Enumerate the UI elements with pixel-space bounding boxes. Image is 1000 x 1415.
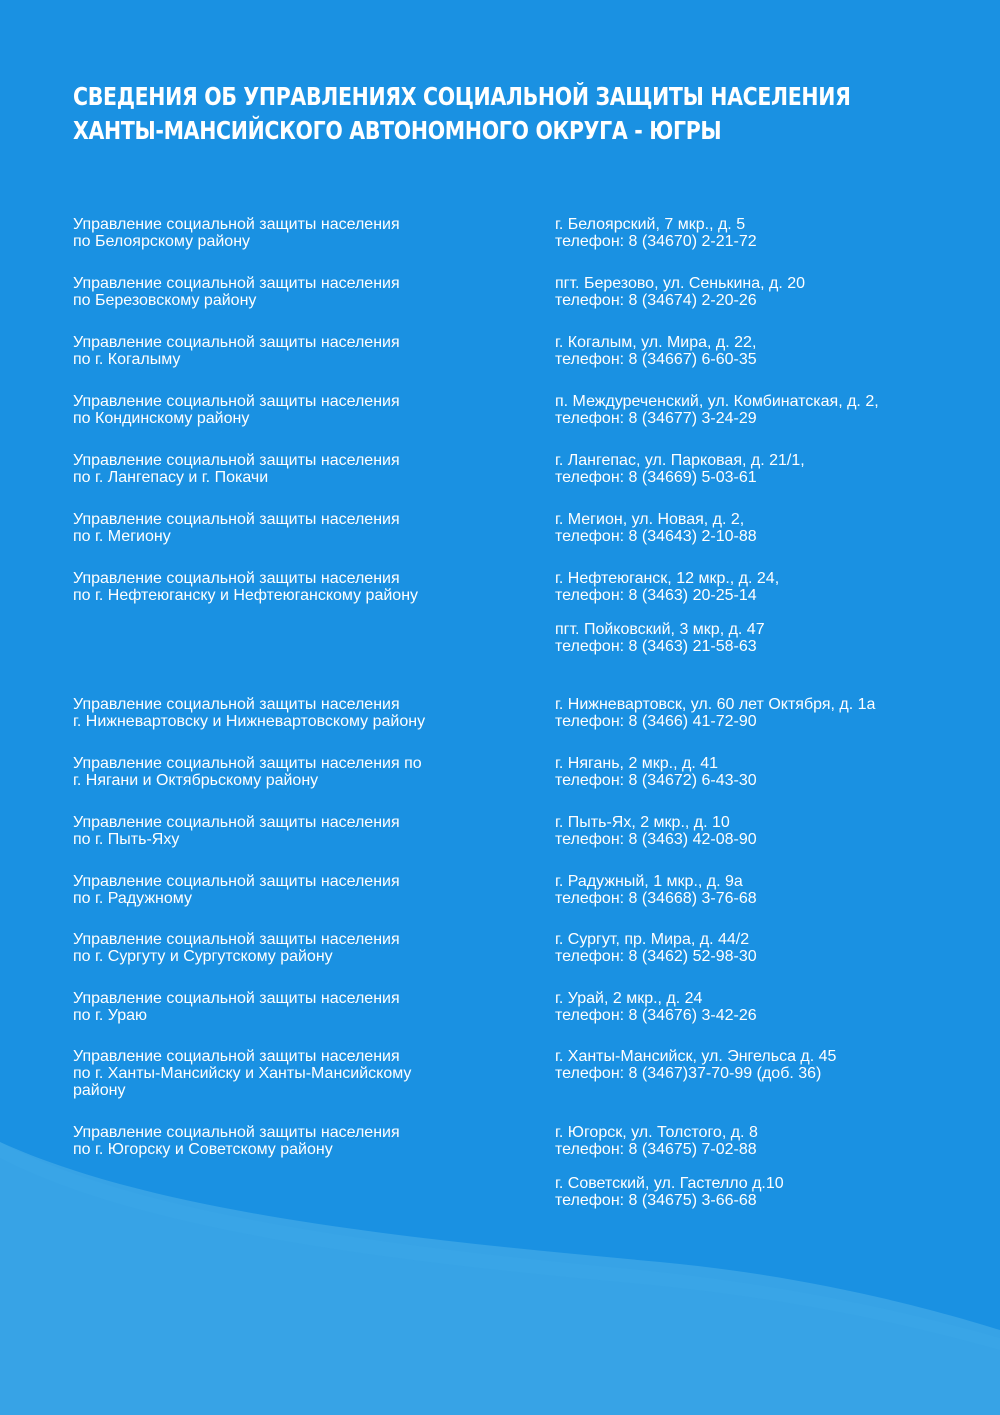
office-name bbox=[73, 570, 503, 604]
phone-line: телефон: 8 (3463) 42-08-90 bbox=[555, 831, 757, 848]
phone-line: телефон: 8 (3466) 41-72-90 bbox=[555, 713, 757, 730]
phone-line: телефон: 8 (3463) 20-25-14 bbox=[555, 587, 757, 604]
office-name-line: по г. Нефтеюганску и Нефтеюганскому району bbox=[73, 587, 419, 604]
address-line: г. Мегион, ул. Новая, д. 2, bbox=[555, 511, 745, 528]
office-contacts bbox=[555, 873, 995, 907]
office-contacts bbox=[555, 334, 995, 368]
office-name-line: по Березовскому району bbox=[73, 292, 257, 309]
office-name-line: по г. Радужному bbox=[73, 890, 192, 907]
office-contacts bbox=[555, 393, 995, 427]
address-block bbox=[555, 1175, 995, 1209]
office-name-line: по г. Когалыму bbox=[73, 351, 181, 368]
office-contacts bbox=[555, 216, 995, 250]
office-name-line: району bbox=[73, 1082, 126, 1099]
phone-line: телефон: 8 (34672) 6-43-30 bbox=[555, 772, 757, 789]
office-contacts bbox=[555, 755, 995, 789]
office-name-line: Управление социальной защиты населения bbox=[73, 1124, 400, 1141]
address-line: г. Советский, ул. Гастелло д.10 bbox=[555, 1175, 784, 1192]
address-line: г. Урай, 2 мкр., д. 24 bbox=[555, 990, 703, 1007]
address-line: г. Лангепас, ул. Парковая, д. 21/1, bbox=[555, 452, 805, 469]
office-name-line: Управление социальной защиты населения bbox=[73, 696, 400, 713]
address-block bbox=[555, 696, 995, 730]
phone-line: телефон: 8 (34668) 3-76-68 bbox=[555, 890, 757, 907]
office-name bbox=[73, 334, 503, 368]
phone-line: телефон: 8 (3467)37-70-99 (доб. 36) bbox=[555, 1065, 822, 1082]
office-name bbox=[73, 1124, 503, 1158]
office-name bbox=[73, 931, 503, 965]
office-contacts bbox=[555, 931, 995, 965]
office-name-line: Управление социальной защиты населения bbox=[73, 393, 400, 410]
office-contacts bbox=[555, 814, 995, 848]
office-name-line: по г. Ураю bbox=[73, 1007, 148, 1024]
address-line: г. Нижневартовск, ул. 60 лет Октября, д. 1а bbox=[555, 696, 876, 713]
office-contacts bbox=[555, 1124, 995, 1209]
phone-line: телефон: 8 (34667) 6-60-35 bbox=[555, 351, 757, 368]
office-name-line: по г. Югорску и Советскому району bbox=[73, 1141, 333, 1158]
office-name-line: по г. Пыть-Яху bbox=[73, 831, 180, 848]
address-line: г. Сургут, пр. Мира, д. 44/2 bbox=[555, 931, 750, 948]
office-name bbox=[73, 511, 503, 545]
office-name bbox=[73, 755, 503, 789]
address-block bbox=[555, 452, 995, 486]
office-contacts bbox=[555, 990, 995, 1024]
office-name-line: Управление социальной защиты населения bbox=[73, 216, 400, 233]
phone-line: телефон: 8 (3463) 21-58-63 bbox=[555, 638, 757, 655]
office-name bbox=[73, 814, 503, 848]
address-block bbox=[555, 814, 995, 848]
office-name-line: по г. Ханты-Мансийску и Ханты-Мансийскому bbox=[73, 1065, 412, 1082]
address-line: г. Нефтеюганск, 12 мкр., д. 24, bbox=[555, 570, 780, 587]
office-name bbox=[73, 452, 503, 486]
phone-line: телефон: 8 (34675) 7-02-88 bbox=[555, 1141, 757, 1158]
office-name bbox=[73, 1048, 503, 1099]
address-block bbox=[555, 1124, 995, 1158]
address-line: г. Радужный, 1 мкр., д. 9а bbox=[555, 873, 743, 890]
office-name-line: по г. Лангепасу и г. Покачи bbox=[73, 469, 269, 486]
address-line: пгт. Березово, ул. Сенькина, д. 20 bbox=[555, 275, 806, 292]
office-name-line: Управление социальной защиты населения bbox=[73, 814, 400, 831]
office-name-line: Управление социальной защиты населения bbox=[73, 275, 400, 292]
office-name bbox=[73, 275, 503, 309]
office-name bbox=[73, 393, 503, 427]
address-block bbox=[555, 570, 995, 604]
address-line: пгт. Пойковский, 3 мкр, д. 47 bbox=[555, 621, 765, 638]
phone-line: телефон: 8 (34643) 2-10-88 bbox=[555, 528, 757, 545]
office-name bbox=[73, 216, 503, 250]
address-block bbox=[555, 621, 995, 655]
office-name-line: Управление социальной защиты населения bbox=[73, 452, 400, 469]
address-block bbox=[555, 216, 995, 250]
office-name-line: Управление социальной защиты населения bbox=[73, 334, 400, 351]
phone-line: телефон: 8 (34670) 2-21-72 bbox=[555, 233, 757, 250]
office-name-line: по Кондинскому району bbox=[73, 410, 250, 427]
address-block bbox=[555, 990, 995, 1024]
office-contacts bbox=[555, 1048, 995, 1082]
address-line: г. Югорск, ул. Толстого, д. 8 bbox=[555, 1124, 758, 1141]
office-name-line: Управление социальной защиты населения bbox=[73, 873, 400, 890]
office-name bbox=[73, 873, 503, 907]
address-line: г. Белоярский, 7 мкр., д. 5 bbox=[555, 216, 746, 233]
office-contacts bbox=[555, 511, 995, 545]
office-name-line: Управление социальной защиты населения bbox=[73, 931, 400, 948]
address-block bbox=[555, 511, 995, 545]
office-name-line: по г. Сургуту и Сургутскому району bbox=[73, 948, 333, 965]
phone-line: телефон: 8 (34677) 3-24-29 bbox=[555, 410, 757, 427]
office-name-line: Управление социальной защиты населения по bbox=[73, 755, 422, 772]
address-line: п. Междуреченский, ул. Комбинатская, д. 2, bbox=[555, 393, 879, 410]
address-line: г. Нягань, 2 мкр., д. 41 bbox=[555, 755, 719, 772]
title-line-1: СВЕДЕНИЯ ОБ УПРАВЛЕНИЯХ СОЦИАЛЬНОЙ ЗАЩИТЫ НАСЕЛЕНИЯ bbox=[73, 82, 851, 111]
office-contacts bbox=[555, 696, 995, 730]
address-block bbox=[555, 755, 995, 789]
address-block bbox=[555, 393, 995, 427]
address-block bbox=[555, 931, 995, 965]
address-line: г. Пыть-Ях, 2 мкр., д. 10 bbox=[555, 814, 730, 831]
document-title bbox=[73, 80, 851, 148]
office-contacts bbox=[555, 275, 995, 309]
office-contacts bbox=[555, 570, 995, 655]
address-block bbox=[555, 334, 995, 368]
address-block bbox=[555, 1048, 995, 1082]
office-name-line: г. Нижневартовску и Нижневартовскому району bbox=[73, 713, 426, 730]
office-name-line: Управление социальной защиты населения bbox=[73, 1048, 400, 1065]
office-name bbox=[73, 696, 503, 730]
office-name bbox=[73, 990, 503, 1024]
address-block bbox=[555, 275, 995, 309]
phone-line: телефон: 8 (34674) 2-20-26 bbox=[555, 292, 757, 309]
phone-line: телефон: 8 (34669) 5-03-61 bbox=[555, 469, 757, 486]
office-name-line: Управление социальной защиты населения bbox=[73, 570, 400, 587]
office-name-line: г. Нягани и Октябрьскому району bbox=[73, 772, 319, 789]
office-name-line: по Белоярскому району bbox=[73, 233, 251, 250]
address-line: г. Когалым, ул. Мира, д. 22, bbox=[555, 334, 757, 351]
phone-line: телефон: 8 (34675) 3-66-68 bbox=[555, 1192, 757, 1209]
office-name-line: по г. Мегиону bbox=[73, 528, 171, 545]
title-line-2: ХАНТЫ-МАНСИЙСКОГО АВТОНОМНОГО ОКРУГА - ЮГРЫ bbox=[73, 116, 722, 145]
office-name-line: Управление социальной защиты населения bbox=[73, 511, 400, 528]
phone-line: телефон: 8 (34676) 3-42-26 bbox=[555, 1007, 757, 1024]
phone-line: телефон: 8 (3462) 52-98-30 bbox=[555, 948, 757, 965]
address-block bbox=[555, 873, 995, 907]
address-line: г. Ханты-Мансийск, ул. Энгельса д. 45 bbox=[555, 1048, 837, 1065]
office-contacts bbox=[555, 452, 995, 486]
office-name-line: Управление социальной защиты населения bbox=[73, 990, 400, 1007]
